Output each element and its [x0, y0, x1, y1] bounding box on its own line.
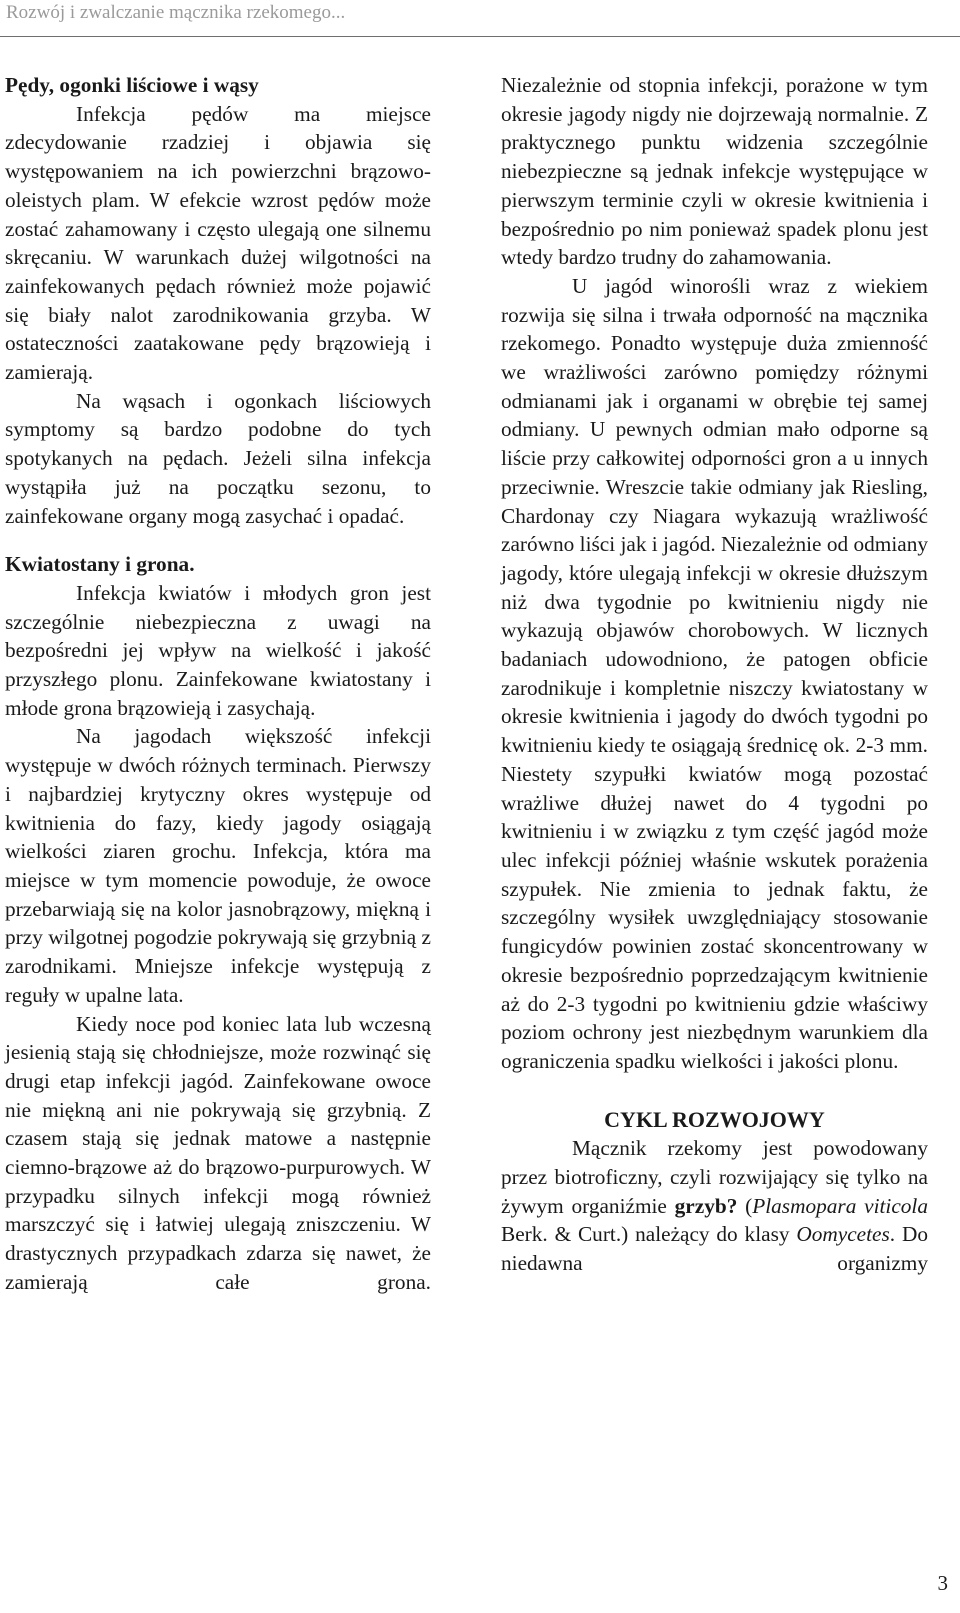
paragraph: Na jagodach większość infekcji występuje w dwóch różnych terminach. Pierwszy i najbardziej krytyczny okres występuje od kwitnienia do fazy, kiedy jagody osiągają wielkości ziaren grochu. Infekcja, która ma miejsce w tym momencie powoduje, że owoce przebarwiają się na kolor jasnobrązowy, miękną i przy wilgotnej pogodzie pokrywają się grzybnią z zarodnikami. Mniejsze infekcje występują z reguły w upalne lata.: [5, 724, 431, 1007]
section-heading-inflorescences: Kwiatostany i grona.: [5, 552, 195, 577]
bold-term: grzyb?: [674, 1193, 738, 1218]
species-name: Plasmopara viticola: [752, 1193, 928, 1218]
paragraph: Infekcja pędów ma miejsce zdecydowanie rzadziej i objawia się występowaniem na ich powierzchni brązowo-oleistych plam. W efekcie wzrost pędów może zostać zahamowany i często ulegają one silnemu skręcaniu. W warunkach dużej wilgotności na zainfekowanych pędach również może pojawić się biały nalot zarodnikowania grzyba. W ostateczności zaatakowane pędy brązowieją i zamierają.: [5, 101, 431, 385]
paragraph: Na wąsach i ogonkach liściowych symptomy są bardzo podobne do tych spotykanych na pędach. Jeżeli silna infekcja wystąpiła już na początku sezonu, to zainfekowane organy mogą zasychać i opadać.: [5, 388, 431, 528]
left-column: [5, 71, 431, 1297]
right-column: [501, 71, 928, 1278]
section-heading-life-cycle: CYKL ROZWOJOWY: [604, 1106, 825, 1132]
text-run: (: [737, 1193, 753, 1218]
paragraph: Niezależnie od stopnia infekcji, porażone w tym okresie jagody nigdy nie dojrzewają normalnie. Z praktycznego punktu widzenia szczególnie niebezpieczne są jednak infekcje występujące w pierwszym terminie czyli w okresie kwitnienia i bezpośrednio po nim ponieważ spadek plonu jest wtedy bardzo trudny do zahamowania.: [501, 73, 928, 270]
header-rule: [0, 36, 960, 37]
paragraph: Infekcja kwiatów i młodych gron jest szczególnie niebezpieczna z uwagi na bezpośredni jej wpływ na wielkość i jakość przyszłego plonu. Zainfekowane kwiatostany i młode grona brązowieją i zasychają.: [5, 580, 431, 720]
text-run: . Do niedawna organizmy: [501, 1222, 928, 1276]
paragraph: Kiedy noce pod koniec lata lub wczesną jesienią stają się chłodniejsze, może rozwinąć się drugi etap infekcji jagód. Zainfekowane owoce nie miękną ani nie pokrywają się grzybnią. Z czasem stają się jednak matowe a następnie ciemno-brązowe aż do brązowo-purpurowych. W przypadku silnych infekcji mogą również marszczyć się i łatwiej ulegają zniszczeniu. W drastycznych przypadkach zdarza się nawet, że zamierają całe grona.: [5, 1011, 431, 1294]
text-run: Berk. & Curt.) należący do klasy: [501, 1222, 797, 1247]
section-heading-shoots: Pędy, ogonki liściowe i wąsy: [5, 73, 259, 97]
paragraph: U jagód winorośli wraz z wiekiem rozwija się silna i trwała odporność na mącznika rzekomego. Ponadto występuje duża zmienność we wrażliwości zarówno pomiędzy różnymi odmianami jak i organami w obrębie tej samej odmiany. U pewnych odmian mało odporne są liście przy całkowitej odporności gron a u innych przeciwnie. Wreszcie takie odmiany jak Riesling, Chardonay czy Niagara wykazują wrażliwość zarówno liści jak i jagód. Niezależnie od odmiany jagody, które ulegają infekcji w okresie dłuższym niż dwa tygodnie po kwitnieniu nigdy nie wykazują objawów chorobowych. W licznych badaniach udowodniono, że patogen obficie zarodnikuje i kompletnie niszczy kwiatostany w okresie kwitnienia i jagody do dwóch tygodni po kwitnieniu kiedy te osiągają średnicę ok. 2-3 mm. Niestety szypułki kwiatów mogą pozostać wrażliwe dłużej nawet do 4 tygodni po kwitnieniu i w związku z tym część jagód może ulec infekcji później właśnie wskutek porażenia szypułek. Nie zmienia to jednak faktu, że szczególny wysiłek uwzględniający stosowanie fungicydów powinien zostać skoncentrowany w okresie bezpośrednio poprzedzającym kwitnienie aż do 2-3 tygodni po kwitnieniu gdzie właściwy poziom ochrony jest niezbędnym warunkiem dla ograniczenia spadku wielkości i jakości plonu.: [501, 273, 928, 1073]
running-header: Rozwój i zwalczanie mącznika rzekomego...: [6, 2, 346, 23]
class-name: Oomycetes: [796, 1222, 890, 1247]
page-number: 3: [937, 1571, 948, 1595]
paragraph-life-cycle: [501, 1134, 928, 1278]
text-run: Mącznik rzekomy jest powodowany przez biotroficzny, czyli rozwijający się tylko na żywym organiźmie: [501, 1136, 928, 1218]
